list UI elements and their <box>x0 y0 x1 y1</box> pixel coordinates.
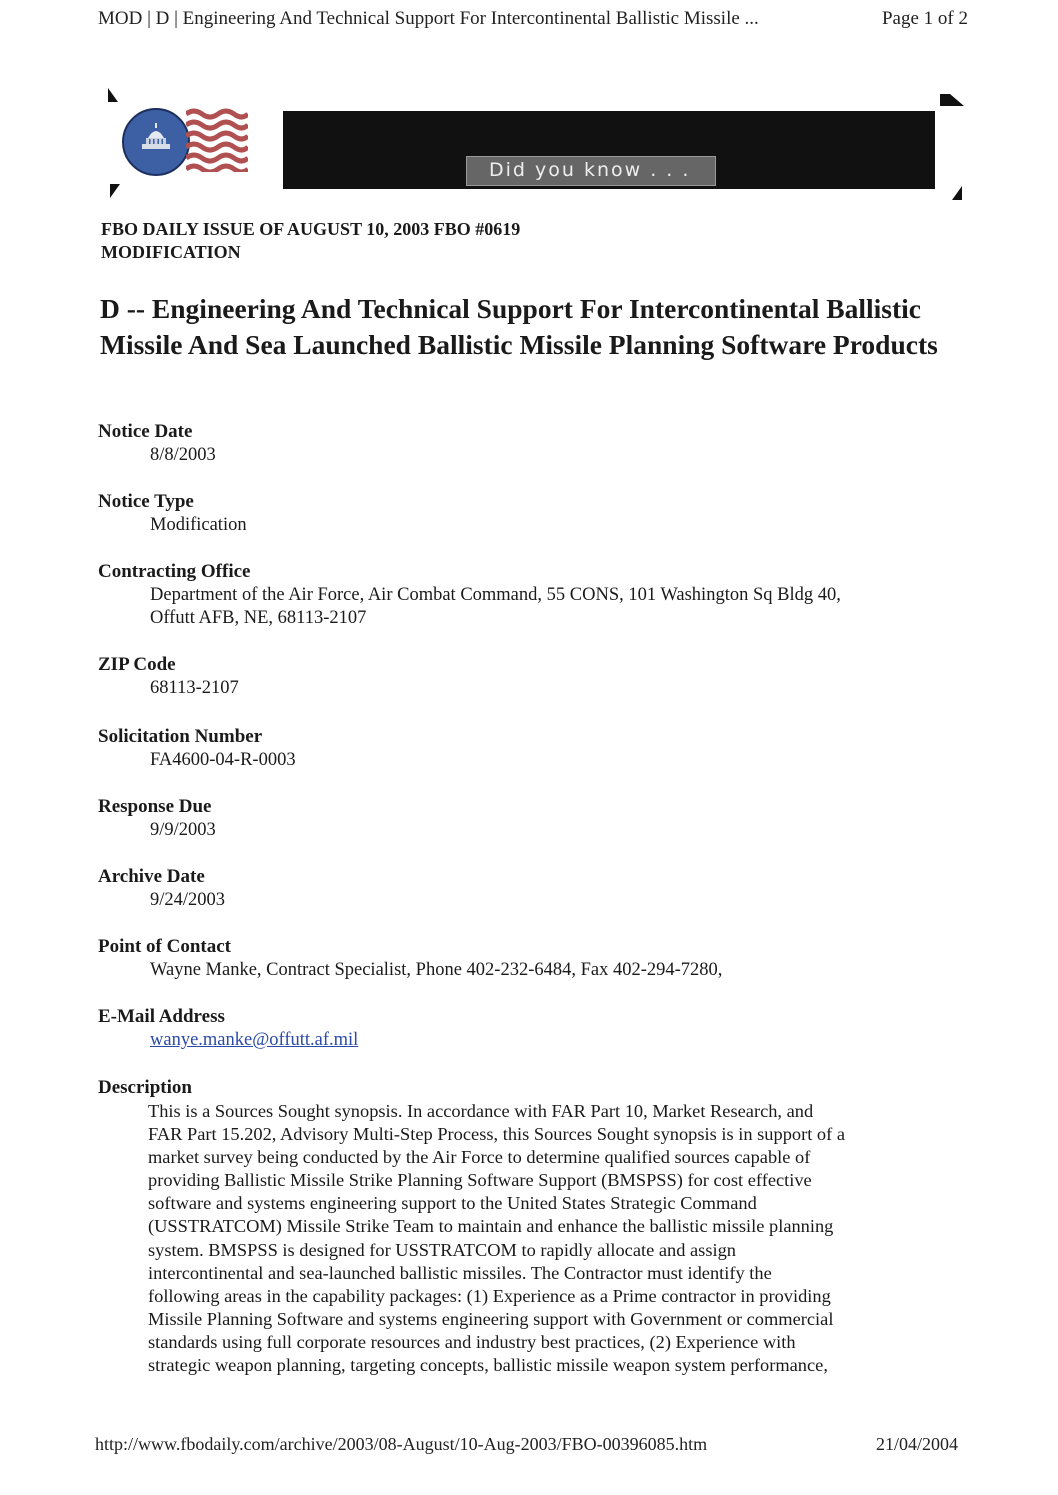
capitol-seal-icon[interactable] <box>122 108 190 176</box>
site-banner <box>98 86 968 214</box>
field-label: Notice Type <box>98 491 194 512</box>
field-solicitation-number <box>98 726 958 772</box>
description-line: system. BMSPSS is designed for USSTRATCOM to rapidly allocate and assign <box>148 1239 736 1260</box>
notice-title: D -- Engineering And Technical Support For Intercontinental Ballistic Missile And Sea Launched Ballistic Missile Planning Software Products <box>100 293 938 360</box>
email-link[interactable]: wanye.manke@offutt.af.mil <box>150 1030 359 1050</box>
description-line: Missile Planning Software and systems engineering support with Government or commercial <box>148 1308 834 1329</box>
description-line: software and systems engineering support to the United States Strategic Command <box>148 1193 757 1214</box>
description-line: following areas in the capability packages: (1) Experience as a Prime contractor in providing <box>148 1285 831 1306</box>
print-header-page-number: Page 1 of 2 <box>881 8 968 29</box>
print-footer-date: 21/04/2004 <box>875 1434 958 1454</box>
banner-corner-mark <box>940 94 964 106</box>
print-footer-url: http://www.fbodaily.com/archive/2003/08-August/10-Aug-2003/FBO-00396085.htm <box>95 1434 708 1454</box>
field-value: 8/8/2003 <box>150 445 216 465</box>
description-line: providing Ballistic Missile Strike Planning Software Support (BMSPSS) for cost effective <box>148 1170 812 1191</box>
print-header-title: MOD | D | Engineering And Technical Support For Intercontinental Ballistic Missile ... <box>98 8 759 29</box>
field-label: Contracting Office <box>98 561 251 582</box>
issue-line: FBO DAILY ISSUE OF AUGUST 10, 2003 FBO #0619 <box>101 219 521 239</box>
flag-stripes-icon <box>186 108 248 172</box>
field-value-line: Department of the Air Force, Air Combat Command, 55 CONS, 101 Washington Sq Bldg 40, <box>150 585 841 605</box>
banner-corner-mark <box>108 88 118 102</box>
description-body <box>148 1100 958 1377</box>
field-value: FA4600-04-R-0003 <box>150 750 296 770</box>
field-description <box>98 1077 958 1377</box>
field-label: Response Due <box>98 796 212 817</box>
field-label: Archive Date <box>98 866 205 887</box>
field-value <box>150 584 958 630</box>
issue-type: MODIFICATION <box>101 242 241 262</box>
field-contracting-office <box>98 561 958 630</box>
description-line: FAR Part 15.202, Advisory Multi-Step Process, this Sources Sought synopsis is in support of a <box>148 1124 845 1145</box>
description-line: market survey being conducted by the Air Force to determine qualified sources capable of <box>148 1147 811 1168</box>
field-value: 9/9/2003 <box>150 820 216 840</box>
field-label: E-Mail Address <box>98 1006 225 1027</box>
issue-header <box>101 218 520 264</box>
description-line: This is a Sources Sought synopsis. In accordance with FAR Part 10, Market Research, and <box>148 1101 814 1121</box>
did-you-know-button[interactable] <box>466 156 716 186</box>
banner-corner-mark <box>952 186 962 200</box>
field-response-due <box>98 796 958 842</box>
capitol-dome-icon <box>138 122 174 152</box>
field-zip-code <box>98 654 958 700</box>
field-archive-date <box>98 866 958 912</box>
field-value: Modification <box>150 515 247 535</box>
field-point-of-contact <box>98 936 958 982</box>
banner-ad-area[interactable] <box>283 111 935 189</box>
description-line: (USSTRATCOM) Missile Strike Team to maintain and enhance the ballistic missile planning <box>148 1216 834 1237</box>
field-label: Description <box>98 1077 192 1098</box>
field-label: Solicitation Number <box>98 726 263 747</box>
field-label: Point of Contact <box>98 936 231 957</box>
field-email-address <box>98 1006 958 1052</box>
field-value: 9/24/2003 <box>150 890 226 910</box>
description-line: strategic weapon planning, targeting concepts, ballistic missile weapon system performance, <box>148 1355 828 1376</box>
field-value: 68113-2107 <box>150 678 239 698</box>
field-value: Wayne Manke, Contract Specialist, Phone 402-232-6484, Fax 402-294-7280, <box>150 960 723 980</box>
field-label: Notice Date <box>98 421 193 442</box>
description-line: standards using full corporate resources and industry best practices, (2) Experience with <box>148 1331 796 1352</box>
did-you-know-label: Did you know . . . <box>489 159 691 181</box>
field-notice-type <box>98 491 958 537</box>
field-notice-date <box>98 421 958 467</box>
description-line: intercontinental and sea-launched ballistic missiles. The Contractor must identify the <box>148 1262 772 1283</box>
banner-corner-mark <box>110 184 120 198</box>
field-label: ZIP Code <box>98 654 176 675</box>
field-value-line: Offutt AFB, NE, 68113-2107 <box>150 608 367 628</box>
